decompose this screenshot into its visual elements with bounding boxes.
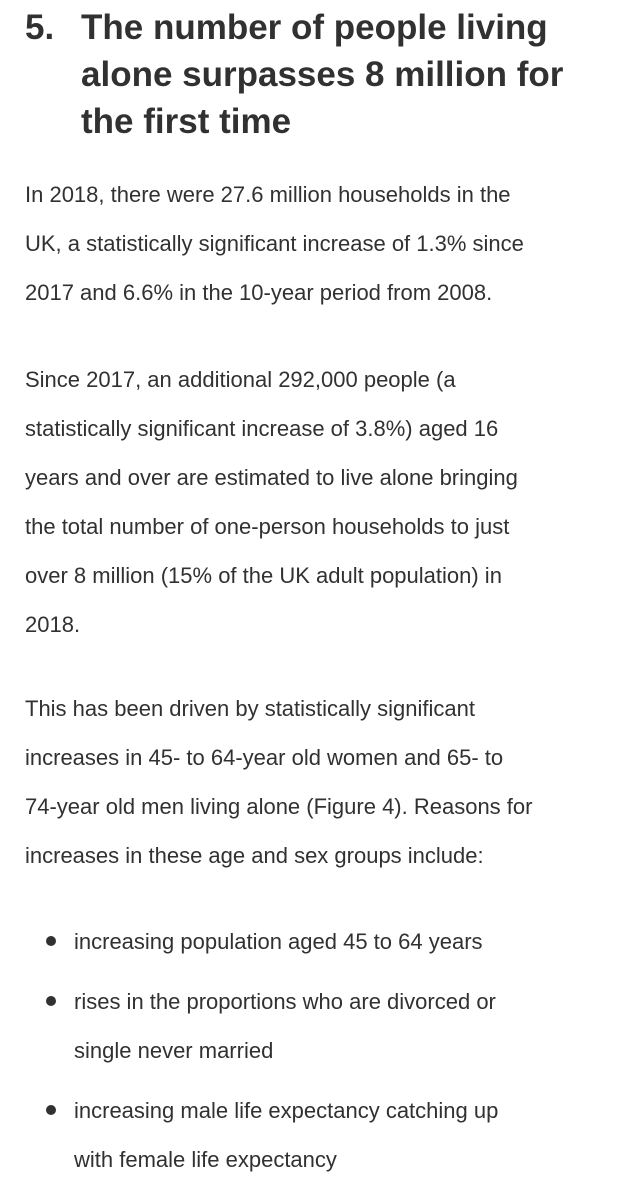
- paragraph-line: This has been driven by statistically significant: [25, 696, 475, 721]
- bullet-dot-icon: [46, 1105, 56, 1115]
- list-item-line: increasing male life expectancy catching up: [74, 1098, 499, 1123]
- paragraph-line: years and over are estimated to live alone bringing: [25, 465, 518, 490]
- paragraph-line: UK, a statistically significant increase of 1.3% since: [25, 231, 524, 256]
- paragraph-households: [25, 170, 625, 317]
- list-item-line: increasing population aged 45 to 64 years: [74, 929, 483, 954]
- paragraph-line: increases in these age and sex groups include:: [25, 843, 484, 868]
- paragraph-line: increases in 45- to 64-year old women and 65- to: [25, 745, 504, 770]
- section-title-line: The number of people living: [81, 8, 548, 47]
- list-item-line: with female life expectancy: [74, 1147, 337, 1172]
- section-heading: [25, 4, 625, 145]
- section-title-line: alone surpasses 8 million for: [81, 55, 564, 94]
- section-title-line: the first time: [81, 102, 292, 141]
- section-title: [81, 4, 625, 145]
- bullet-dot-icon: [46, 936, 56, 946]
- list-item-line: single never married: [74, 1038, 274, 1063]
- bullet-dot-icon: [46, 996, 56, 1006]
- paragraph-line: 2018.: [25, 612, 81, 637]
- section-number: 5.: [25, 8, 55, 47]
- paragraph-line: Since 2017, an additional 292,000 people (a: [25, 367, 456, 392]
- paragraph-drivers: [25, 684, 625, 880]
- list-item-line: rises in the proportions who are divorced or: [74, 989, 496, 1014]
- list-item: [25, 1086, 625, 1184]
- list-item: [25, 917, 625, 966]
- paragraph-living-alone: [25, 355, 625, 649]
- paragraph-line: over 8 million (15% of the UK adult population) in: [25, 563, 502, 588]
- paragraph-line: 2017 and 6.6% in the 10-year period from 2008.: [25, 280, 493, 305]
- reasons-list: [25, 917, 625, 1195]
- paragraph-line: statistically significant increase of 3.8%) aged 16: [25, 416, 499, 441]
- paragraph-line: In 2018, there were 27.6 million households in the: [25, 182, 511, 207]
- list-item: [25, 977, 625, 1075]
- paragraph-line: the total number of one-person households to just: [25, 514, 510, 539]
- paragraph-line: 74-year old men living alone (Figure 4). Reasons for: [25, 794, 533, 819]
